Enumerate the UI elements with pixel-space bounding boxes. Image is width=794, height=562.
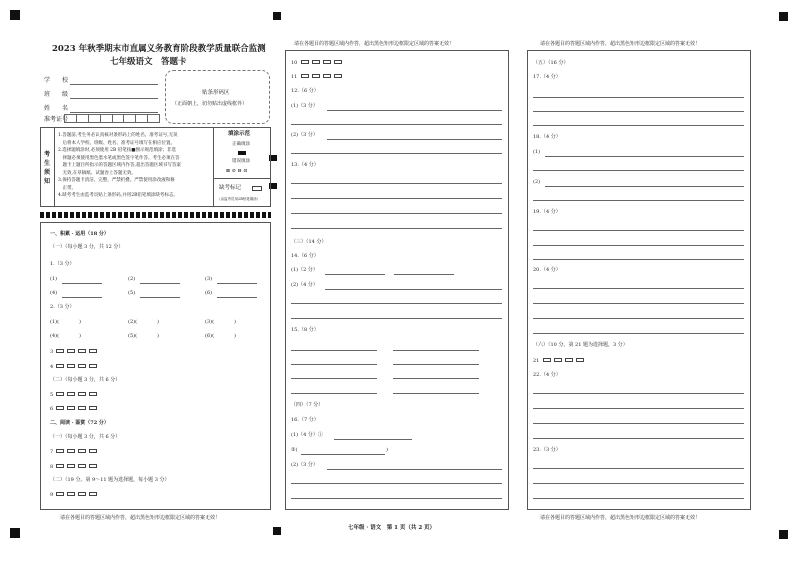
q1-label: 1.（3 分）: [50, 261, 75, 267]
q22-label: 22.（4 分）: [533, 372, 561, 378]
fill-correct-mark: [238, 151, 246, 155]
notice-line: 1.答题前,考生务必认真核对条形码上的姓名、准考证号,无误: [58, 133, 178, 138]
absent-label: 缺考标记: [219, 185, 242, 191]
q7-choices[interactable]: [50, 449, 100, 455]
q16-label: 16.（7 分）: [291, 417, 319, 423]
q10-number: 10: [291, 60, 298, 66]
q12-2-line[interactable]: [327, 139, 502, 140]
q16-3-line[interactable]: [291, 498, 502, 499]
q22-line[interactable]: [533, 408, 744, 409]
q13-line[interactable]: [291, 213, 502, 214]
top-notice-col2: 请在各题目的答题区域内作答，超出黑色矩形边框限定区域的答案无效！: [294, 41, 455, 47]
absent-box[interactable]: [252, 186, 262, 191]
corner-mark: [10, 10, 20, 20]
q20-line[interactable]: [533, 288, 744, 289]
q19-line[interactable]: [533, 259, 744, 260]
sub-3-title: （一）（每小题 3 分，共 6 分）: [50, 434, 121, 440]
page-footer: 七年级 · 语文 第 1 页（共 2 页）: [348, 525, 436, 531]
q18-2-line[interactable]: [545, 186, 744, 187]
q15-line[interactable]: [393, 364, 479, 365]
q15-line[interactable]: [393, 350, 479, 351]
sub-4-col2-title: （四）（7 分）: [291, 402, 324, 408]
q14-2-line[interactable]: [291, 318, 502, 319]
q16-2-close: ): [386, 447, 388, 453]
q15-line[interactable]: [291, 350, 377, 351]
q7-number: 7: [50, 449, 54, 455]
q22-line[interactable]: [533, 438, 744, 439]
q3-number: 3: [50, 349, 54, 355]
q12-label: 12.（6 分）: [291, 88, 319, 94]
q18-2-label: (2): [533, 179, 541, 185]
q14-label: 14.（6 分）: [291, 253, 319, 259]
fill-example-title: 填涂示范: [228, 131, 251, 137]
q20-line[interactable]: [533, 333, 744, 334]
q3-choices[interactable]: [50, 349, 100, 355]
bottom-notice-col3: 请在各题目的答题区域内作答，超出黑色矩形边框限定区域的答案无效！: [540, 515, 701, 521]
sub-3-col2-title: （三）（14 分）: [291, 239, 327, 245]
q1-answer-4[interactable]: [62, 297, 102, 298]
corner-mark: [779, 530, 788, 539]
q14-1-line-a[interactable]: [325, 274, 385, 275]
q15-line[interactable]: [291, 364, 377, 365]
q16-2-label: ②(: [291, 447, 298, 453]
notice-line: 3.保持答题卡清洁、完整，严禁折叠。严禁使用涂改液和修: [58, 178, 175, 183]
notice-line: 2.选择题填涂时,必须使用 2B 铅笔按■图示规范填涂；非选: [58, 148, 177, 153]
field-label-id: 准考证号: [44, 116, 69, 123]
fill-example-cell: [213, 128, 270, 206]
q2-blank-6[interactable]: (6)( ): [205, 333, 236, 339]
q14-2-line[interactable]: [291, 303, 502, 304]
section-2-title: 二、阅读 · 鉴赏（72 分）: [50, 420, 109, 426]
q20-line[interactable]: [533, 318, 744, 319]
notice-line: 后将本人学校、班级、姓名、准考证号填写在相应位置。: [58, 140, 175, 146]
q16-3-line[interactable]: [291, 483, 502, 484]
q12-2-line[interactable]: [291, 153, 502, 154]
notice-box: [40, 127, 271, 207]
q22-line[interactable]: [533, 423, 744, 424]
q9-number: 9: [50, 492, 54, 498]
answer-box-col2: [285, 50, 509, 510]
notice-line: 4.缺考考生由监考员贴上条形码,并用2B铅笔填涂缺考标志。: [58, 193, 178, 198]
field-label-name: 姓 名: [44, 105, 69, 112]
sub-2-title: （二）（每小题 3 分，共 6 分）: [50, 377, 121, 383]
q1-answer-5[interactable]: [140, 297, 180, 298]
q2-blank-4[interactable]: (4)( ): [50, 333, 81, 339]
q14-2-label: (2)（4 分）: [291, 282, 318, 288]
top-notice-col3: 请在各题目的答题区域内作答，超出黑色矩形边框限定区域的答案无效！: [540, 41, 701, 47]
q15-line[interactable]: [393, 378, 479, 379]
q20-line[interactable]: [533, 303, 744, 304]
q1-answer-3[interactable]: [217, 283, 257, 284]
q23-line[interactable]: [533, 498, 744, 499]
q20-label: 20.（4 分）: [533, 267, 561, 273]
sub-6-title: （六）（10 分。第 21 题为选择题，3 分）: [533, 342, 628, 348]
q18-1-line[interactable]: [545, 156, 744, 157]
q18-1-label: (1): [533, 149, 541, 155]
notice-list: [58, 132, 210, 200]
fill-wrong-label: 错误填涂: [232, 159, 250, 164]
q1-answer-1[interactable]: [62, 283, 102, 284]
q13-line[interactable]: [291, 183, 502, 184]
q14-2-line[interactable]: [325, 289, 502, 290]
q17-label: 17.（4 分）: [533, 74, 561, 80]
q4-number: 4: [50, 364, 54, 370]
q19-label: 19.（4 分）: [533, 209, 561, 215]
exam-id-boxes[interactable]: [64, 114, 160, 123]
q2-blank-3[interactable]: (3)( ): [205, 319, 236, 325]
field-label-school: 学 校: [44, 77, 69, 84]
q12-2-label: (2)（3 分）: [291, 132, 318, 138]
fill-correct-label: 正确填涂: [232, 142, 250, 147]
barcode-note: （正面朝上，切勿贴出虚线框外）: [172, 101, 248, 107]
q15-line[interactable]: [291, 393, 377, 394]
notice-title-cell: [41, 128, 55, 206]
separator-stripe: [40, 212, 271, 218]
q13-line[interactable]: [291, 228, 502, 229]
q16-3-line[interactable]: [327, 469, 502, 470]
card-title: 七年级语文 答题卡: [110, 57, 187, 67]
sub-1-title: （一）（每小题 3 分，共 12 分）: [50, 244, 124, 250]
q21-choices[interactable]: [533, 358, 587, 364]
q15-line[interactable]: [291, 378, 377, 379]
q14-1-line-b[interactable]: [394, 274, 454, 275]
q4-choices[interactable]: [50, 364, 100, 370]
q19-line[interactable]: [533, 245, 744, 246]
q5-choices[interactable]: [50, 392, 100, 398]
q2-label: 2.（3 分）: [50, 304, 75, 310]
barcode-label: 贴条形码区: [202, 90, 230, 96]
q11-choices[interactable]: [291, 74, 345, 80]
q2-blank-5[interactable]: (5)( ): [128, 333, 159, 339]
q17-line[interactable]: [533, 97, 744, 98]
q1-answer-2[interactable]: [140, 283, 180, 284]
corner-mark: [779, 12, 788, 21]
q18-1-line[interactable]: [533, 170, 744, 171]
q1-blank-4: (4): [50, 290, 58, 296]
barcode-area: [165, 70, 270, 124]
q9-choices[interactable]: [50, 492, 100, 498]
q13-label: 13.（4 分）: [291, 162, 319, 168]
q2-blank-1[interactable]: (1)( ): [50, 319, 81, 325]
sub-4-title: （二）（19 分。第 9～11 题为选择题，每小题 3 分）: [50, 477, 170, 483]
q1-answer-6[interactable]: [217, 297, 257, 298]
q12-1-label: (1)（3 分）: [291, 103, 318, 109]
notice-line: 无效,在草稿纸、试题卷上答题无效。: [58, 170, 136, 176]
q18-label: 18.（4 分）: [533, 134, 561, 140]
q13-line[interactable]: [291, 198, 502, 199]
q8-number: 8: [50, 464, 54, 470]
notice-line: 题卡上题目所指示的答题区域内作答,超出答题区域书写答案: [58, 163, 181, 168]
q23-line[interactable]: [533, 483, 744, 484]
q19-line[interactable]: [533, 230, 744, 231]
q1-blank-6: (6): [205, 290, 213, 296]
q1-blank-2: (2): [128, 276, 136, 282]
q23-line[interactable]: [533, 468, 744, 469]
bottom-notice-col1: 请在各题目的答题区域内作答，超出黑色矩形边框限定区域的答案无效！: [60, 515, 221, 521]
q22-line[interactable]: [533, 393, 744, 394]
q6-choices[interactable]: [50, 406, 100, 412]
q16-2-line[interactable]: [301, 454, 385, 455]
q1-blank-3: (3): [205, 276, 213, 282]
timing-mark: [273, 527, 281, 535]
q8-choices[interactable]: [50, 464, 100, 470]
q15-line[interactable]: [393, 393, 479, 394]
q21-number: 21: [533, 358, 540, 364]
q17-line[interactable]: [533, 125, 744, 126]
q16-1-line[interactable]: [334, 439, 412, 440]
field-label-class: 班 级: [44, 91, 69, 98]
q1-blank-1: (1): [50, 276, 58, 282]
notice-title: 考生须知: [44, 151, 51, 185]
notice-line: 择题必须使用黑色墨水笔或黑色签字笔作答。考生必须在答: [58, 155, 180, 161]
sub-5-title: （五）（16 分）: [533, 60, 569, 66]
name-field[interactable]: [70, 112, 158, 113]
fill-wrong-marks: ⊠ ⊘ ⊟ ⊡: [226, 168, 248, 174]
q1-blank-5: (5): [128, 290, 136, 296]
q12-1-line[interactable]: [291, 124, 502, 125]
notice-line: 正带。: [58, 185, 76, 191]
q16-1-label: (1)（4 分）①: [291, 432, 323, 438]
q23-label: 23.（3 分）: [533, 447, 561, 453]
q2-blank-2[interactable]: (2)( ): [128, 319, 159, 325]
q17-line[interactable]: [533, 111, 744, 112]
school-field[interactable]: [70, 84, 158, 85]
q10-choices[interactable]: [291, 60, 345, 66]
q18-2-line[interactable]: [533, 200, 744, 201]
absent-note: （由监考员用2B铅笔填涂）: [217, 197, 261, 201]
exam-title: 2023 年秋季期末市直属义务教育阶段教学质量联合监测: [52, 44, 266, 54]
section-1-title: 一、积累 · 运用（18 分）: [50, 231, 109, 237]
answer-box-col3: [527, 50, 751, 510]
q6-number: 6: [50, 406, 54, 412]
corner-mark: [10, 528, 20, 538]
class-field[interactable]: [70, 98, 158, 99]
q15-label: 15.（8 分）: [291, 327, 319, 333]
q12-1-line[interactable]: [327, 110, 502, 111]
q16-3-label: (2)（3 分）: [291, 462, 318, 468]
q5-number: 5: [50, 392, 54, 398]
timing-mark: [273, 12, 281, 20]
q14-1-label: (1)（2 分）: [291, 267, 318, 273]
q11-number: 11: [291, 74, 298, 80]
